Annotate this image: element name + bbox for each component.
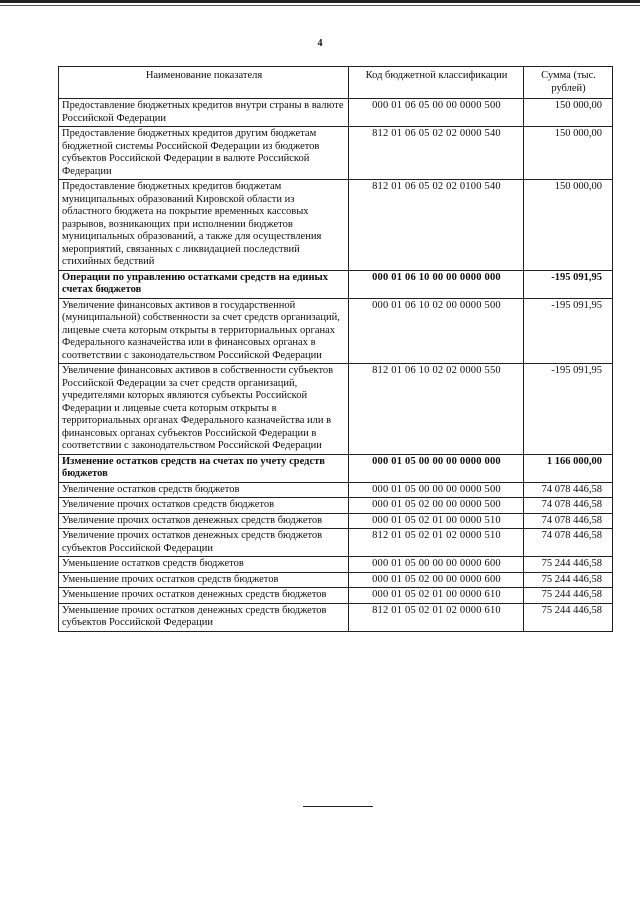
table-row <box>59 513 613 529</box>
table-row <box>59 180 613 271</box>
table-row <box>59 454 613 482</box>
table-row <box>59 99 613 127</box>
row-sum-cell: 74 078 446,58 <box>524 482 613 498</box>
row-code-cell: 000 01 06 10 00 00 0000 000 <box>349 270 524 298</box>
row-name-cell: Уменьшение прочих остатков денежных средств бюджетов субъектов Российской Федерации <box>59 603 349 631</box>
row-sum-cell: 74 078 446,58 <box>524 513 613 529</box>
row-name-cell: Увеличение прочих остатков денежных средств бюджетов субъектов Российской Федерации <box>59 529 349 557</box>
row-name-cell: Увеличение прочих остатков средств бюджетов <box>59 498 349 514</box>
row-name-cell: Увеличение финансовых активов в собственности субъектов Российской Федерации за счет средств организаций, учредителями которых являются субъекты Российской Федерации и лицевые счета которым открыты в территориальных органах Федерального казначейства или в финансовых органах субъектов Российской Федерации в соответствии с законодательством Российской Федерации <box>59 364 349 455</box>
row-name-cell: Операции по управлению остатками средств на единых счетах бюджетов <box>59 270 349 298</box>
table-row <box>59 298 613 364</box>
table-row <box>59 529 613 557</box>
row-sum-cell: 74 078 446,58 <box>524 498 613 514</box>
table-row <box>59 603 613 631</box>
row-sum-cell: -195 091,95 <box>524 298 613 364</box>
row-sum-cell: -195 091,95 <box>524 270 613 298</box>
row-code-cell: 000 01 05 02 01 00 0000 610 <box>349 588 524 604</box>
row-sum-cell: 150 000,00 <box>524 99 613 127</box>
row-name-cell: Увеличение прочих остатков денежных средств бюджетов <box>59 513 349 529</box>
header-indicator-name: Наименование показателя <box>59 67 349 99</box>
row-name-cell: Изменение остатков средств на счетах по учету средств бюджетов <box>59 454 349 482</box>
row-code-cell: 000 01 06 05 00 00 0000 500 <box>349 99 524 127</box>
table-row <box>59 588 613 604</box>
table-row <box>59 482 613 498</box>
table-row <box>59 364 613 455</box>
row-sum-cell: 1 166 000,00 <box>524 454 613 482</box>
row-name-cell: Предоставление бюджетных кредитов другим бюджетам бюджетной системы Российской Федерации из бюджетов субъектов Российской Федерации в валюте Российской Федерации <box>59 127 349 180</box>
table-row <box>59 557 613 573</box>
row-sum-cell: 74 078 446,58 <box>524 529 613 557</box>
row-code-cell: 000 01 05 00 00 00 0000 600 <box>349 557 524 573</box>
row-name-cell: Уменьшение остатков средств бюджетов <box>59 557 349 573</box>
table-row <box>59 498 613 514</box>
table-body <box>59 99 613 632</box>
row-sum-cell: 150 000,00 <box>524 127 613 180</box>
row-sum-cell: 75 244 446,58 <box>524 603 613 631</box>
table-header-row <box>59 67 613 99</box>
header-budget-code: Код бюджетной классификации <box>349 67 524 99</box>
row-code-cell: 812 01 05 02 01 02 0000 510 <box>349 529 524 557</box>
row-code-cell: 812 01 06 05 02 02 0100 540 <box>349 180 524 271</box>
row-name-cell: Предоставление бюджетных кредитов бюджетам муниципальных образований Кировской области из областного бюджета на покрытие временных кассовых разрывов, возникающих при исполнении бюджетов муниципальных образований, а также для осуществления мероприятий, связанных с ликвидацией последствий стихийных бедствий <box>59 180 349 271</box>
top-border-line <box>0 0 640 3</box>
row-name-cell: Увеличение остатков средств бюджетов <box>59 482 349 498</box>
row-sum-cell: 150 000,00 <box>524 180 613 271</box>
row-name-cell: Уменьшение прочих остатков средств бюджетов <box>59 572 349 588</box>
row-name-cell: Увеличение финансовых активов в государственной (муниципальной) собственности за счет средств организаций, лицевые счета которым открыты в территориальных органах Федерального казначейства или в финансовых органах в соответствии с законодательством Российской Федерации <box>59 298 349 364</box>
top-border-line-thin <box>0 5 640 6</box>
row-sum-cell: 75 244 446,58 <box>524 588 613 604</box>
row-code-cell: 812 01 06 05 02 02 0000 540 <box>349 127 524 180</box>
budget-sources-table <box>58 66 613 632</box>
table-row <box>59 572 613 588</box>
row-code-cell: 812 01 06 10 02 02 0000 550 <box>349 364 524 455</box>
table-row <box>59 270 613 298</box>
row-code-cell: 812 01 05 02 01 02 0000 610 <box>349 603 524 631</box>
row-code-cell: 000 01 05 02 01 00 0000 510 <box>349 513 524 529</box>
row-code-cell: 000 01 05 00 00 00 0000 500 <box>349 482 524 498</box>
row-code-cell: 000 01 06 10 02 00 0000 500 <box>349 298 524 364</box>
table-row <box>59 127 613 180</box>
row-sum-cell: 75 244 446,58 <box>524 572 613 588</box>
end-of-document-line <box>303 806 373 807</box>
row-name-cell: Предоставление бюджетных кредитов внутри страны в валюте Российской Федерации <box>59 99 349 127</box>
row-sum-cell: 75 244 446,58 <box>524 557 613 573</box>
row-code-cell: 000 01 05 00 00 00 0000 000 <box>349 454 524 482</box>
row-name-cell: Уменьшение прочих остатков денежных средств бюджетов <box>59 588 349 604</box>
page-number: 4 <box>317 38 323 49</box>
header-sum: Сумма (тыс. рублей) <box>524 67 613 99</box>
row-code-cell: 000 01 05 02 00 00 0000 600 <box>349 572 524 588</box>
row-code-cell: 000 01 05 02 00 00 0000 500 <box>349 498 524 514</box>
row-sum-cell: -195 091,95 <box>524 364 613 455</box>
